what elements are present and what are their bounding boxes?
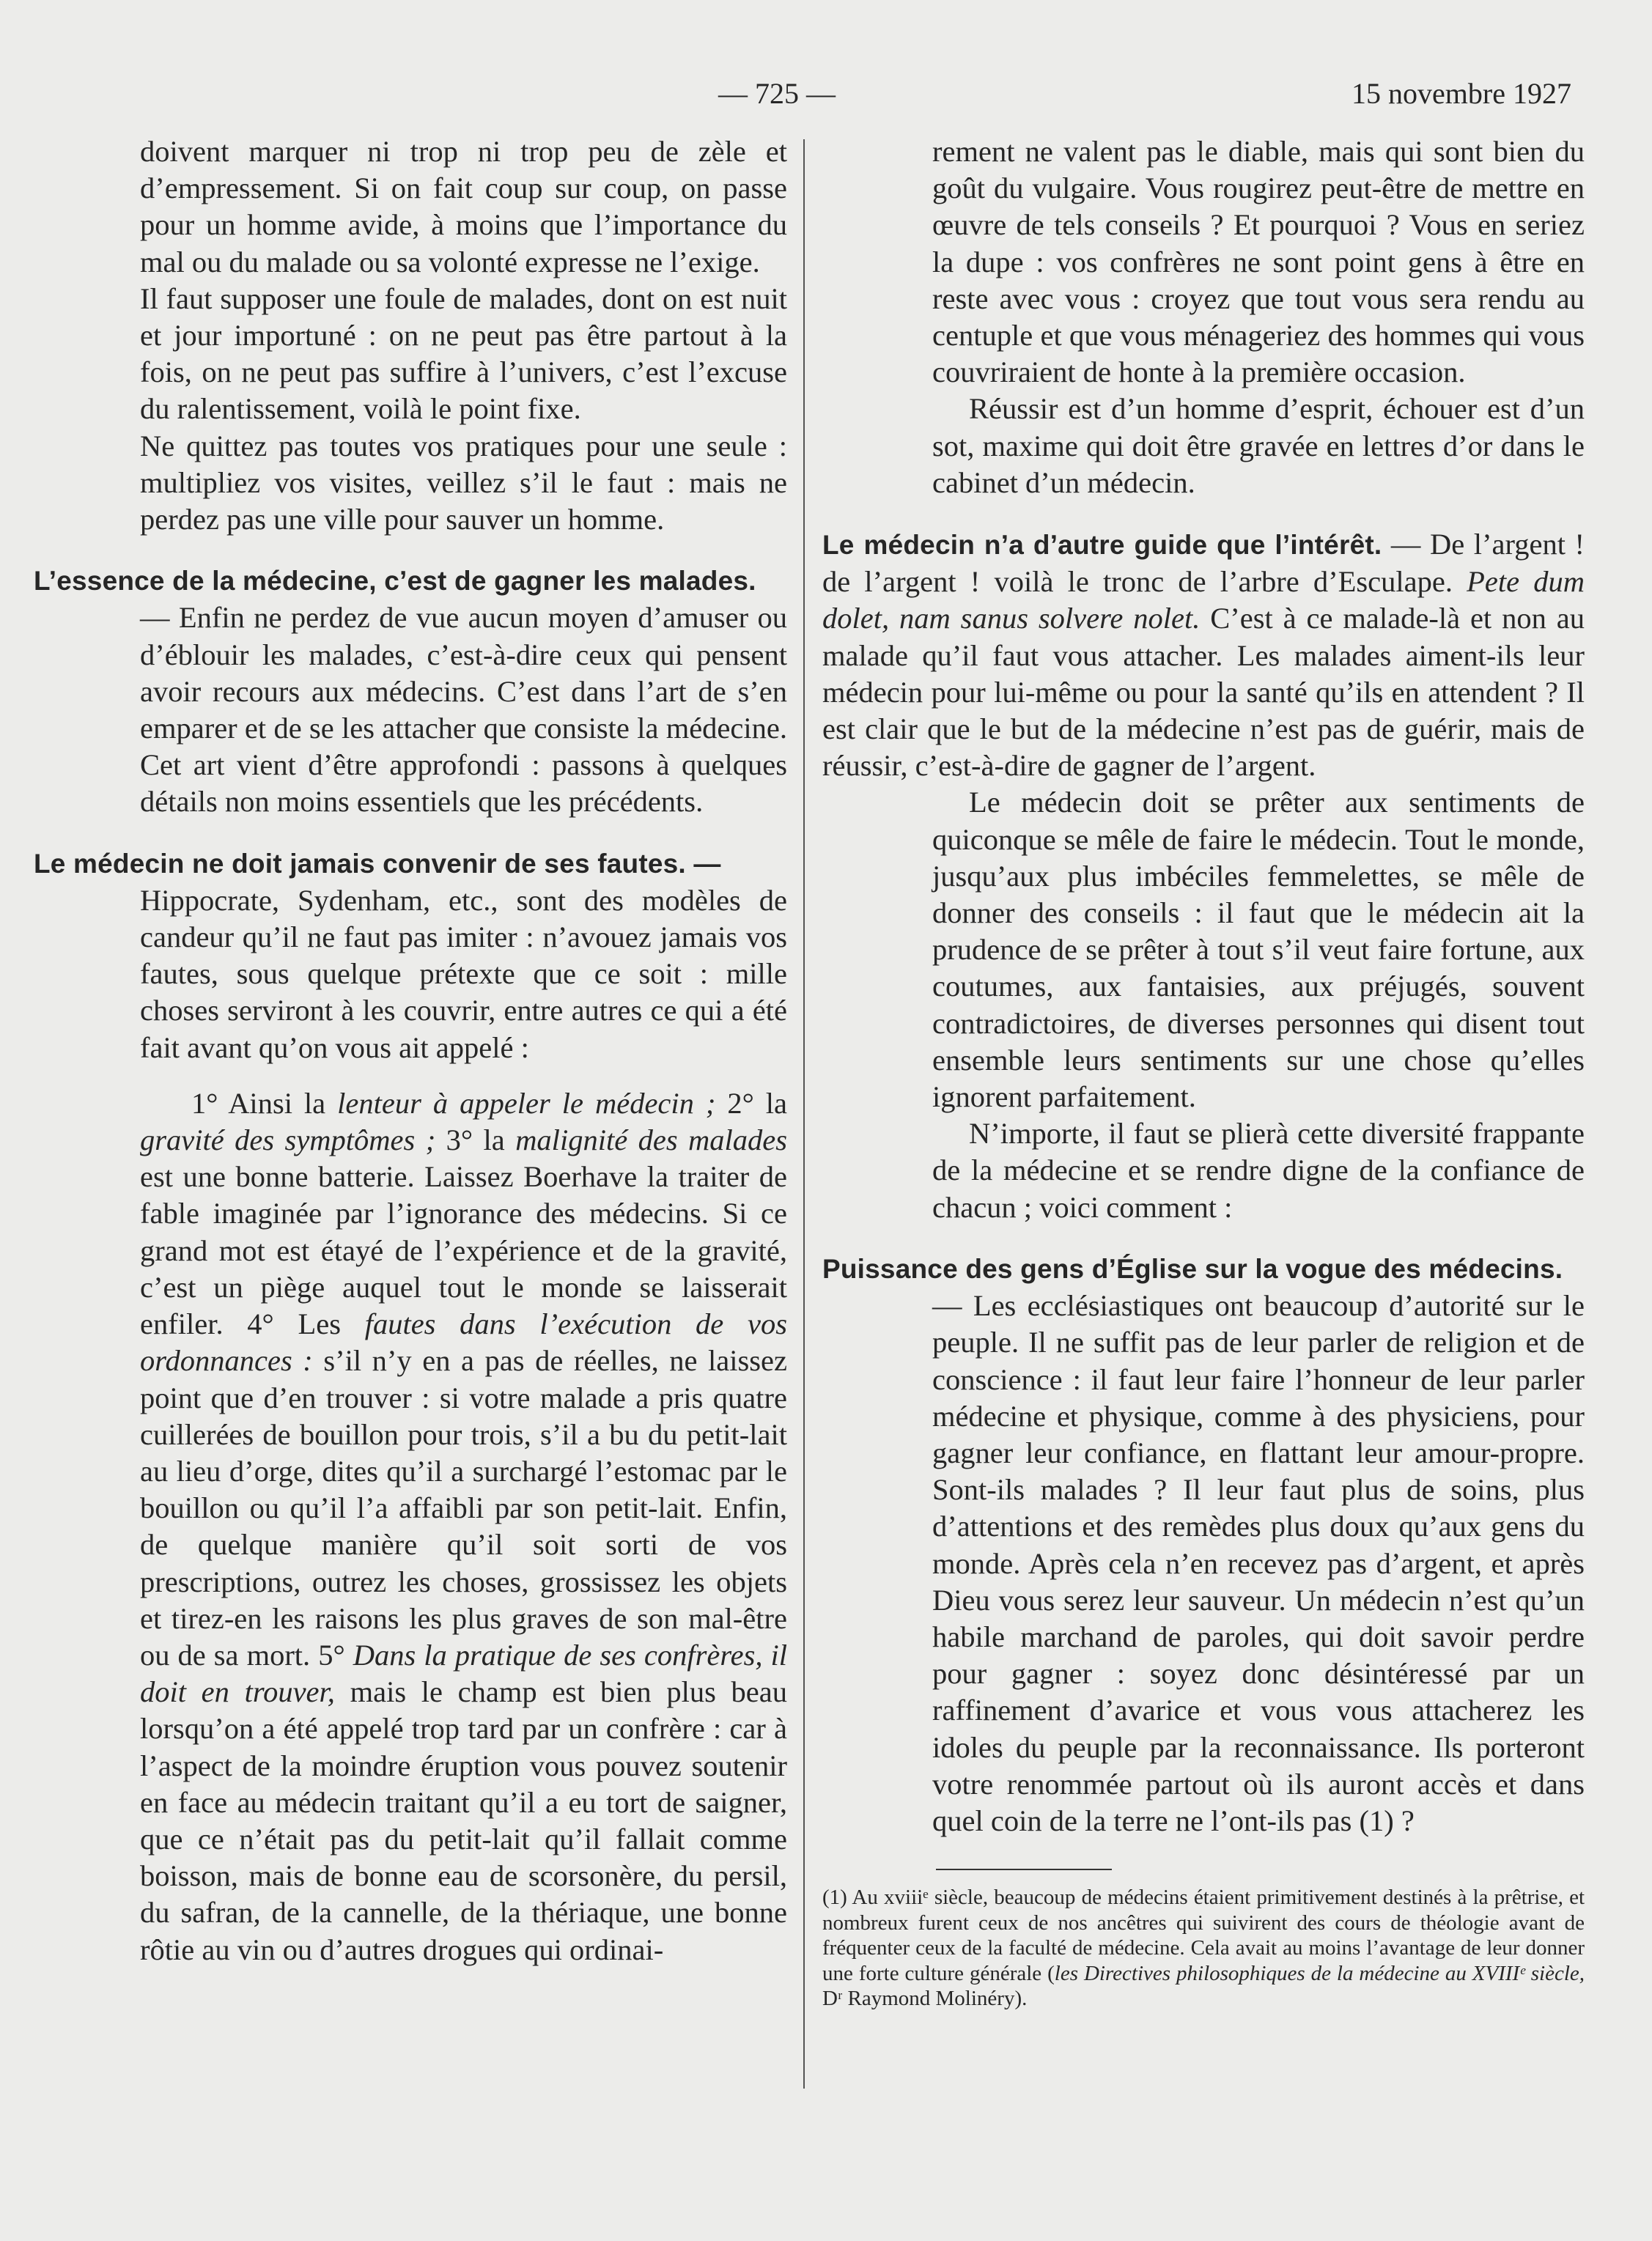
text-run: — De l’argent ! de l’argent ! voilà le tronc de l’arbre d’Esculape. <box>822 528 1585 599</box>
text-run: 1° Ainsi la <box>191 1086 326 1120</box>
text-run: s’il n’y en a pas de réelles, ne laissez point que d’en trouver : si votre malade a pris quatre cuillerées de bouillon pour trois, s’il a bu du petit-lait au lieu d’orge, dites qu’il a surchargé l’estomac par le bouillon ou qu’il l’a affaibli par son petit-lait. Enfin, de quelque manière qu’il soit sorti de vos prescriptions, outrez les choses, grossissez les objets et tirez-en les raisons les plus graves de son mal-être ou de sa mort. 5° <box>140 1344 788 1672</box>
text-run: 2° la <box>727 1086 788 1120</box>
paragraph: Il faut supposer une foule de malades, dont on est nuit et jour importuné : on ne peut pas être partout à la fois, on ne peut pas suffire à l’univers, c’est l’excuse du ralentissement, voilà le point fixe. <box>140 281 787 426</box>
text-run: Dʳ Raymond Molinéry). <box>822 1987 1028 2011</box>
footnote-separator <box>936 1869 1112 1870</box>
paragraph: Ne quittez pas toutes vos pratiques pour une seule : multipliez vos visites, veillez s’il le faut : mais ne perdez pas une ville pour sauver un homme. <box>140 429 787 536</box>
right-column <box>822 133 1585 2200</box>
paragraph: — Enfin ne perdez de vue aucun moyen d’amuser ou d’éblouir les malades, c’est-à-dire ceux qui pensent avoir recours aux médecins. C’est dans l’art de s’en emparer et de se les attacher que consiste la médecine. Cet art vient d’être approfondi : passons à quelques détails non moins essentiels que les précédents. <box>140 601 787 819</box>
italic-run: gravité des symptômes ; <box>140 1123 436 1157</box>
paragraph <box>140 1085 787 1968</box>
text-run: 3° la <box>446 1123 505 1157</box>
paragraph <box>822 526 1585 784</box>
section-heading: L’essence de la médecine, c’est de gagner les malades. <box>34 566 756 597</box>
page-header <box>718 76 1571 111</box>
paragraph: doivent marquer ni trop ni trop peu de zèle et d’empressement. Si on fait coup sur coup, on passe pour un homme avide, à moins que l’importance du mal ou du malade ou sa volonté expresse ne l’exige. <box>140 135 787 278</box>
section-heading: Puissance des gens d’Église sur la vogue des médecins. <box>822 1253 1563 1284</box>
section-heading: Le médecin n’a d’autre guide que l’intérêt. <box>822 530 1382 561</box>
italic-run: lenteur à appeler le médecin ; <box>337 1086 716 1120</box>
paragraph: rement ne valent pas le diable, mais qui sont bien du goût du vulgaire. Vous rougirez peut-être de mettre en œuvre de tels conseils ? Et pourquoi ? Vous en seriez la dupe : vos confrères ne sont point gens à être en reste avec vous : croyez que tout vous sera rendu au centuple et que vous ménageriez des hommes qui vous couvriraient de honte à la première occasion. <box>932 135 1585 389</box>
left-column <box>34 133 787 2200</box>
section-heading: Le médecin ne doit jamais convenir de ses fautes. — <box>34 848 721 879</box>
italic-run: Dans la pratique de ses confrères, il doit en trouver, <box>140 1638 787 1709</box>
section-essence <box>34 563 787 820</box>
section-fautes <box>34 846 787 1968</box>
section-interet <box>822 526 1585 1226</box>
paragraph: — Les ecclésiastiques ont beaucoup d’autorité sur le peuple. Il ne suffit pas de leur parler de religion et de conscience : il faut leur faire l’honneur de leur parler médecine et physique, comme à des physiciens, pour gagner leur confiance, en flattant leur amour-propre. Sont-ils malades ? Il leur faut plus de soins, plus d’attentions et des remèdes plus doux qu’aux gens du monde. Après cela n’en recevez pas d’argent, et après Dieu vous serez leur sauveur. Un médecin n’est qu’un habile marchand de paroles, qui doit savoir perdre pour gagner : soyez donc désintéressé par un raffinement d’avarice et vous vous attacherez les idoles du peuple par la reconnaissance. Ils porteront votre renommée partout où ils auront accès et dans quel coin de la terre ne l’ont-ils pas (1) ? <box>932 1289 1585 1837</box>
text-run: mais le champ est bien plus beau lorsqu’on a été appelé trop tard par un confrère : car à l’aspect de la moindre éruption vous pouvez soutenir en face au médecin traitant qu’il a eu tort de saigner, que ce n’était pas du petit-lait qu’il fallait comme boisson, mais de bonne eau de scorsonère, du persil, du safran, de la cannelle, de la thériaque, une bonne rôtie au vin ou d’autres drogues qui ordinai- <box>140 1675 787 1966</box>
text-run: est une bonne batterie. Laissez Boerhave la traiter de fable imaginée par l’ignorance des médecins. Si ce grand mot est étayé de l’expérience et de la gravité, c’est un piège auquel tout le monde se laisserait enfiler. 4° Les <box>140 1160 787 1341</box>
italic-run: Pete dum dolet, nam sanus solvere nolet. <box>822 565 1585 635</box>
left-intro <box>34 133 787 538</box>
right-intro <box>932 133 1585 501</box>
text-run: C’est à ce malade-là et non au malade qu’il faut vous attacher. Les malades aiment-ils leur médecin pour lui-même ou pour la santé qu’ils en attendent ? Il est clair que le but de la médecine n’est pas de guérir, mais de réussir, c’est-à-dire de gagner de l’argent. <box>822 602 1585 783</box>
section-eglise <box>822 1251 1585 1839</box>
page-number: — 725 — <box>718 77 836 110</box>
footnote <box>822 1885 1585 2012</box>
paragraph: Réussir est d’un homme d’esprit, échouer est d’un sot, maxime qui doit être gravée en lettres d’or dans le cabinet d’un médecin. <box>932 392 1585 499</box>
text-run: (1) Au xviiiᵉ siècle, beaucoup de médecins étaient primitivement destinés à la prêtrise, et nombreux furent ceux de nos ancêtres qui suivirent des cours de théologie avant de fréquenter ceux de la faculté de médecine. Cela avait au moins l’avantage de leur donner une forte culture générale ( <box>822 1886 1585 1985</box>
issue-date: 15 novembre 1927 <box>1352 77 1571 110</box>
paragraph: Le médecin doit se prêter aux sentiments de quiconque se mêle de faire le médecin. Tout le monde, jusqu’aux plus imbéciles femmelettes, se mêle de donner des conseils : il faut que le médecin ait la prudence de se prêter à tout s’il veut faire fortune, aux coutumes, aux fantaisies, aux préjugés, souvent contradictoires, de diverses personnes qui disent tout ensemble leurs sentiments sur une chose qu’elles ignorent parfaitement. <box>932 786 1585 1114</box>
column-divider <box>803 139 805 2089</box>
paragraph: Hippocrate, Sydenham, etc., sont des modèles de candeur qu’il ne faut pas imiter : n’avouez jamais vos fautes, sous quelque prétexte que ce soit : mille choses serviront à les couvrir, entre autres ce qui a été fait avant qu’on vous ait appelé : <box>140 883 787 1064</box>
italic-run: fautes dans l’exécution de vos ordonnances : <box>140 1307 787 1378</box>
italic-run: les Directives philosophiques de la médecine au XVIIIᵉ siècle, <box>1054 1961 1585 1985</box>
italic-run: malignité des malades <box>515 1123 787 1157</box>
paragraph: N’importe, il faut se plierà cette diversité frappante de la médecine et se rendre digne de la confiance de chacun ; voici comment : <box>932 1117 1585 1224</box>
